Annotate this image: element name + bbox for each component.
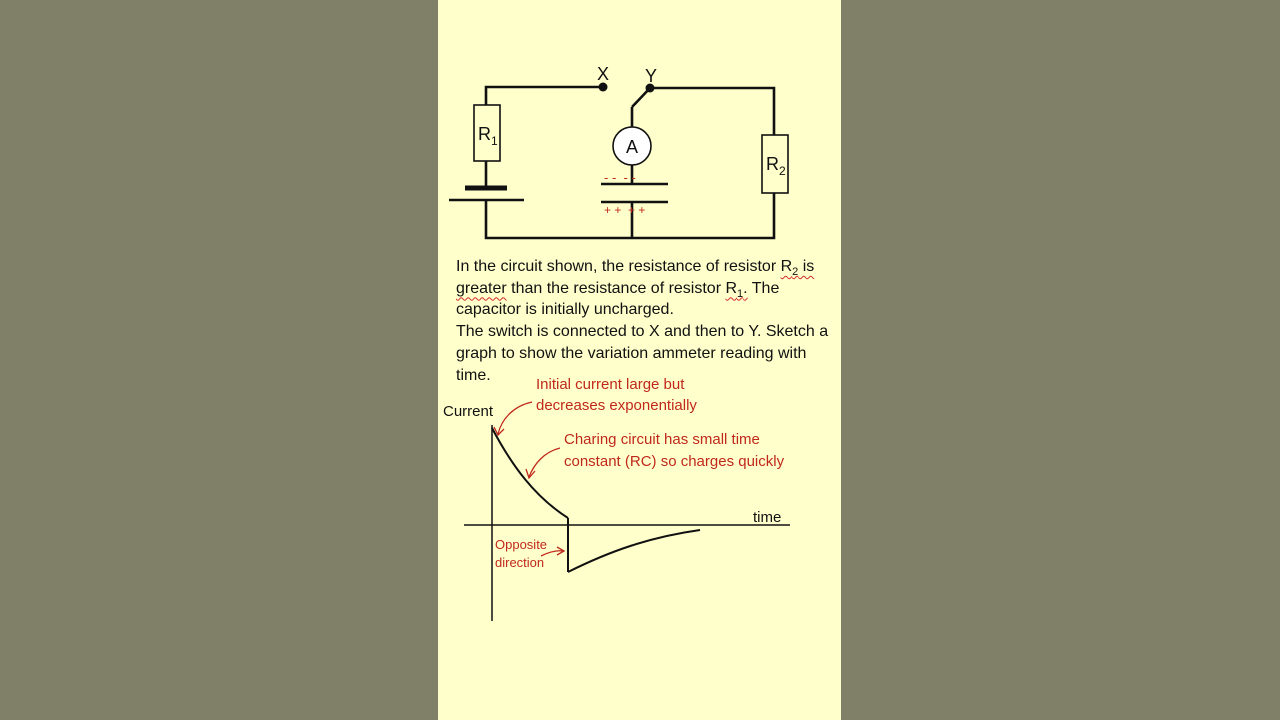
- annotation-initial-current-line1: Initial current large but: [536, 376, 685, 393]
- capacitor-positive-charges: + + + +: [604, 203, 646, 217]
- y-axis-label: Current: [443, 403, 494, 420]
- greater-underlined: greater: [456, 279, 507, 297]
- wire-left-upper: [486, 87, 603, 105]
- annotation-initial-current-line2: decreases exponentially: [536, 397, 697, 414]
- annotation-arrows: [494, 402, 564, 556]
- question-line-4: The switch is connected to X and then to Y. Sketch a: [456, 323, 829, 341]
- annotation-time-constant-line2: constant (RC) so charges quickly: [564, 453, 785, 470]
- x-axis-label: time: [753, 509, 782, 526]
- discharging-current-curve: [568, 530, 700, 572]
- terminal-x-label: X: [597, 64, 610, 84]
- resistor-r2-label: $R_2$: [766, 154, 786, 178]
- question-line-6: time.: [456, 366, 491, 384]
- annotation-opposite-line1: Opposite: [495, 537, 548, 552]
- annotation-time-constant-line1: Charing circuit has small time: [564, 431, 760, 448]
- question-line-1: In the circuit shown, the resistance of resistor $R_2$ is: [456, 258, 815, 279]
- question-line-2: greater than the resistance of resistor $R_1$. The: [456, 279, 780, 300]
- annotation-opposite-line2: direction: [495, 555, 545, 570]
- r1-underlined: $R_1$.: [725, 279, 748, 300]
- resistor-r1-label: $R_1$: [478, 124, 498, 148]
- question-line-3: capacitor is initially uncharged.: [456, 301, 674, 319]
- ammeter-label: A: [625, 137, 639, 157]
- wire-right-top: [650, 88, 774, 135]
- question-text: [456, 256, 836, 386]
- graph-annotations: [494, 376, 785, 570]
- capacitor-negative-charges: - - - -: [604, 170, 636, 185]
- terminal-y-label: Y: [645, 66, 658, 86]
- r2-underlined: $R_2$ is: [780, 258, 815, 279]
- question-line-5: graph to show the variation ammeter reading with: [456, 344, 807, 362]
